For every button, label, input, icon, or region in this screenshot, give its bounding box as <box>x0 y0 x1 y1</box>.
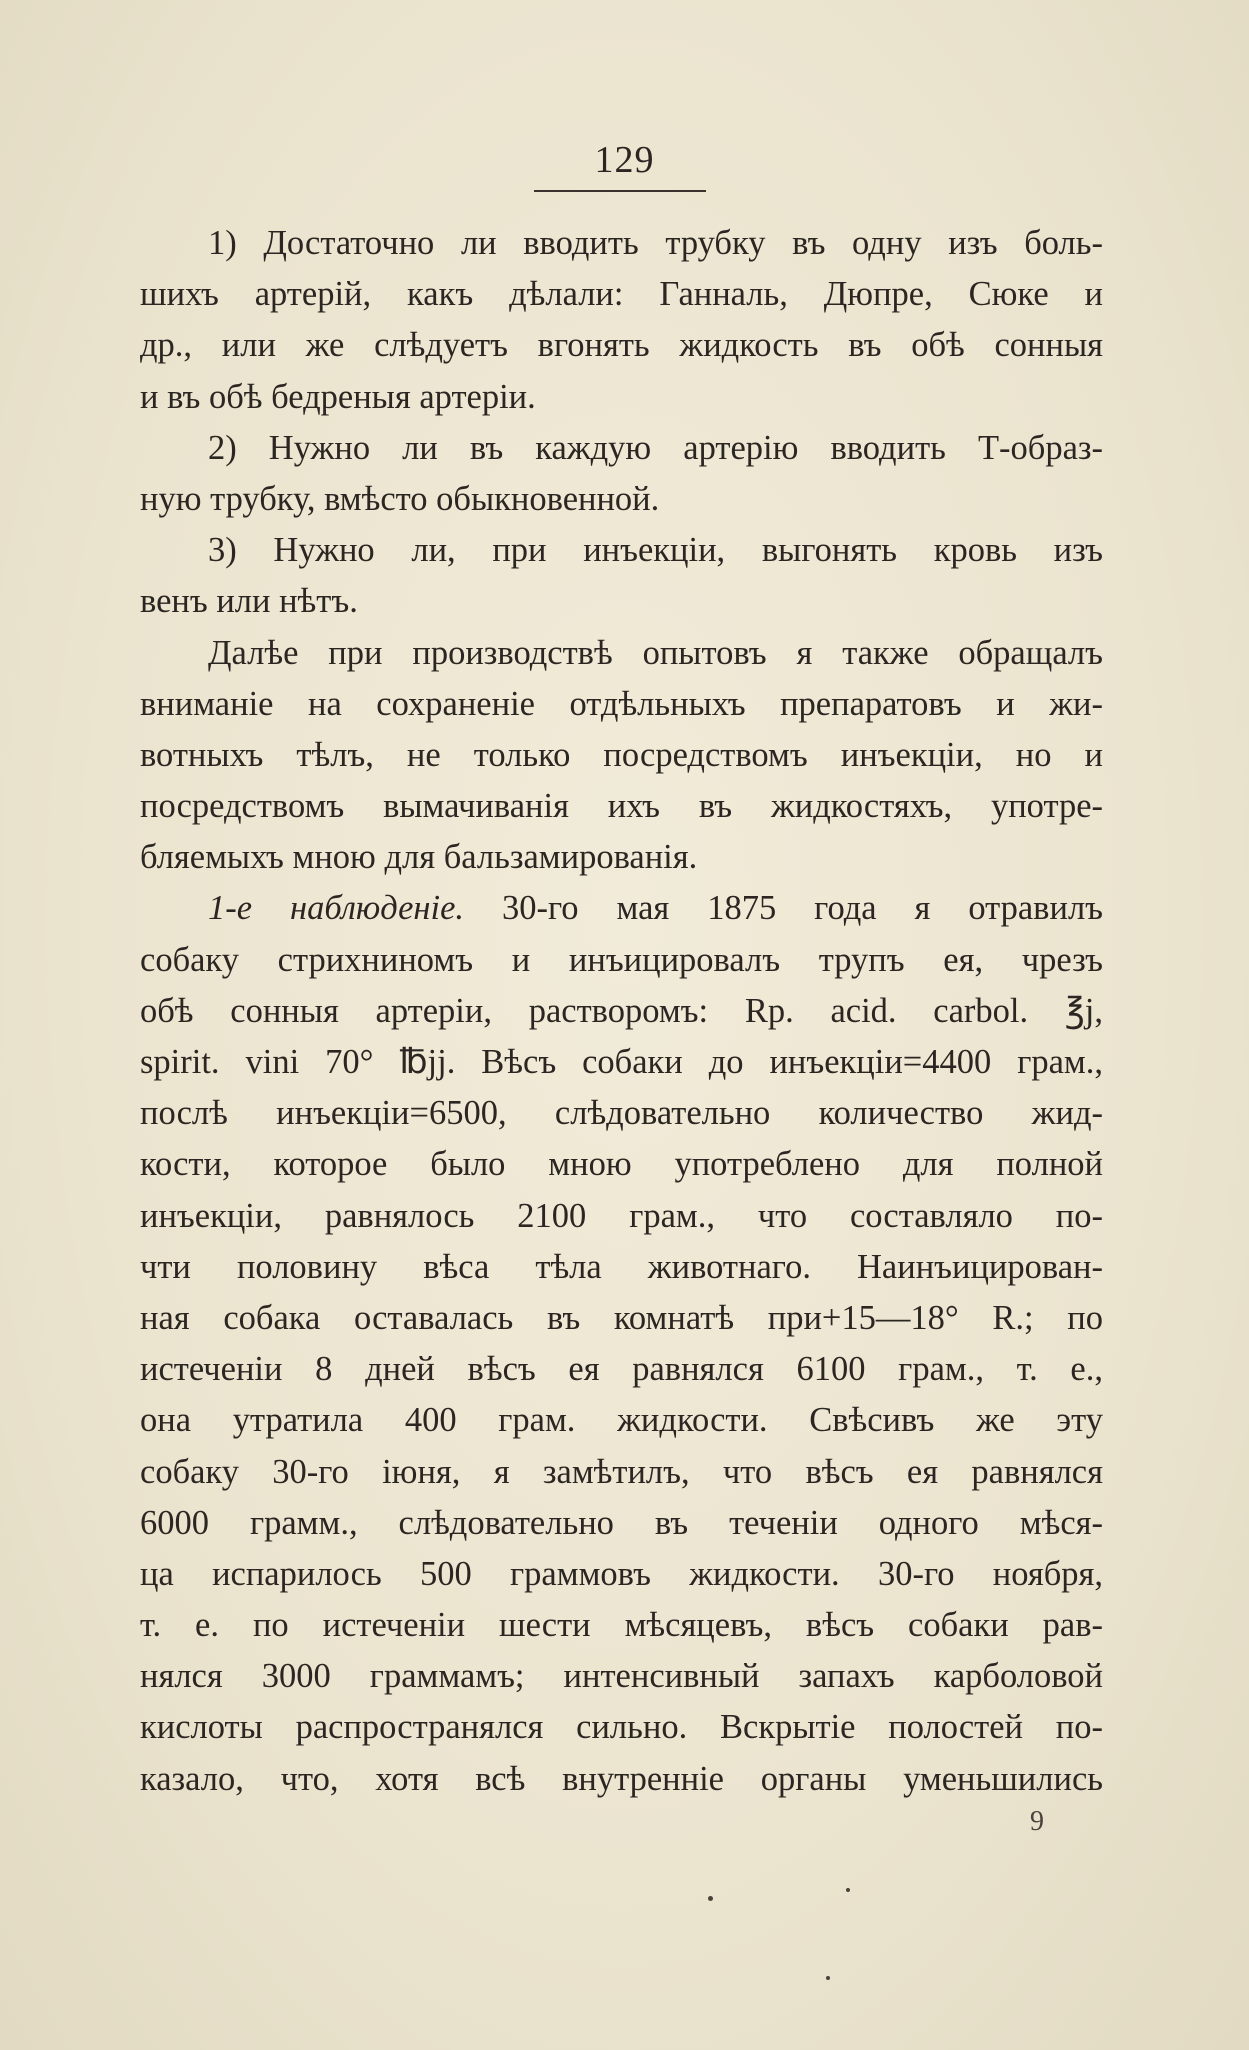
text-line: кости, которое было мною употреблено для полной <box>140 1145 1103 1184</box>
text-line: т. е. по истеченіи шести мѣсяцевъ, вѣсъ собаки рав- <box>140 1606 1103 1645</box>
text-line: венъ или нѣтъ. <box>140 582 358 621</box>
text-line: она утратила 400 грам. жидкости. Свѣсивъ же эту <box>140 1401 1103 1440</box>
print-speck <box>708 1896 713 1901</box>
text-line: бляемыхъ мною для бальзамированія. <box>140 838 698 877</box>
text-line-content: 30-го мая 1875 года я отравилъ <box>464 889 1103 928</box>
text-line: 2) Нужно ли въ каждую артерію вводить Т-образ- <box>208 428 1103 467</box>
body-text <box>140 218 1103 1805</box>
print-speck <box>846 1888 850 1892</box>
text-line: шихъ артерій, какъ дѣлали: Ганналь, Дюпре, Сюке и <box>140 275 1103 314</box>
text-line: spirit. vini 70° ℔jj. Вѣсъ собаки до инъекціи=4400 грам., <box>140 1043 1103 1081</box>
text-line: вотныхъ тѣлъ, не только посредствомъ инъекціи, но и <box>140 735 1103 774</box>
page-number: 129 <box>594 139 655 181</box>
text-line: послѣ инъекціи=6500, слѣдовательно количество жид- <box>140 1094 1103 1133</box>
text-line: собаку 30-го іюня, я замѣтилъ, что вѣсъ ея равнялся <box>140 1452 1103 1491</box>
text-line: ца испарилось 500 граммовъ жидкости. 30-го ноября, <box>140 1554 1103 1593</box>
text-line: ная собака оставалась въ комнатѣ при+15—18° R.; по <box>140 1298 1103 1337</box>
text-line: 6000 грамм., слѣдовательно въ теченіи одного мѣся- <box>140 1503 1103 1542</box>
text-line: др., или же слѣдуетъ вгонять жидкость въ обѣ сонныя <box>140 326 1103 365</box>
text-line: обѣ сонныя артеріи, растворомъ: Rp. acid. carbol. ℥j, <box>140 991 1103 1030</box>
text-line: вниманіе на сохраненіе отдѣльныхъ препаратовъ и жи- <box>140 684 1103 723</box>
text-line: нялся 3000 граммамъ; интенсивный запахъ карболовой <box>140 1657 1103 1696</box>
text-line: и въ обѣ бедреныя артеріи. <box>140 377 536 416</box>
text-line: собаку стрихниномъ и инъицировалъ трупъ ея, чрезъ <box>140 940 1103 979</box>
text-line: чти половину вѣса тѣла животнаго. Наинъицирован- <box>140 1247 1103 1286</box>
print-speck <box>826 1976 830 1980</box>
text-line: истеченіи 8 дней вѣсъ ея равнялся 6100 грам., т. е., <box>140 1350 1103 1389</box>
signature-mark: 9 <box>1030 1806 1044 1837</box>
text-line: посредствомъ вымачиванія ихъ въ жидкостяхъ, употре- <box>140 787 1103 826</box>
text-line <box>140 883 1103 934</box>
text-line: Далѣе при производствѣ опытовъ я также обращалъ <box>208 633 1103 672</box>
text-line: кислоты распространялся сильно. Вскрытіе полостей по- <box>140 1708 1103 1747</box>
text-line: инъекціи, равнялось 2100 грам., что составляло по- <box>140 1196 1103 1235</box>
text-line: ную трубку, вмѣсто обыкновенной. <box>140 479 660 518</box>
observation-heading: 1-е наблюденіе. <box>208 889 465 928</box>
text-line: 3) Нужно ли, при инъекціи, выгонять кровь изъ <box>208 531 1103 570</box>
header-rule <box>534 190 706 192</box>
text-line: казало, что, хотя всѣ внутренніе органы уменьшились <box>140 1759 1103 1798</box>
text-line: 1) Достаточно ли вводить трубку въ одну изъ боль- <box>208 224 1103 262</box>
